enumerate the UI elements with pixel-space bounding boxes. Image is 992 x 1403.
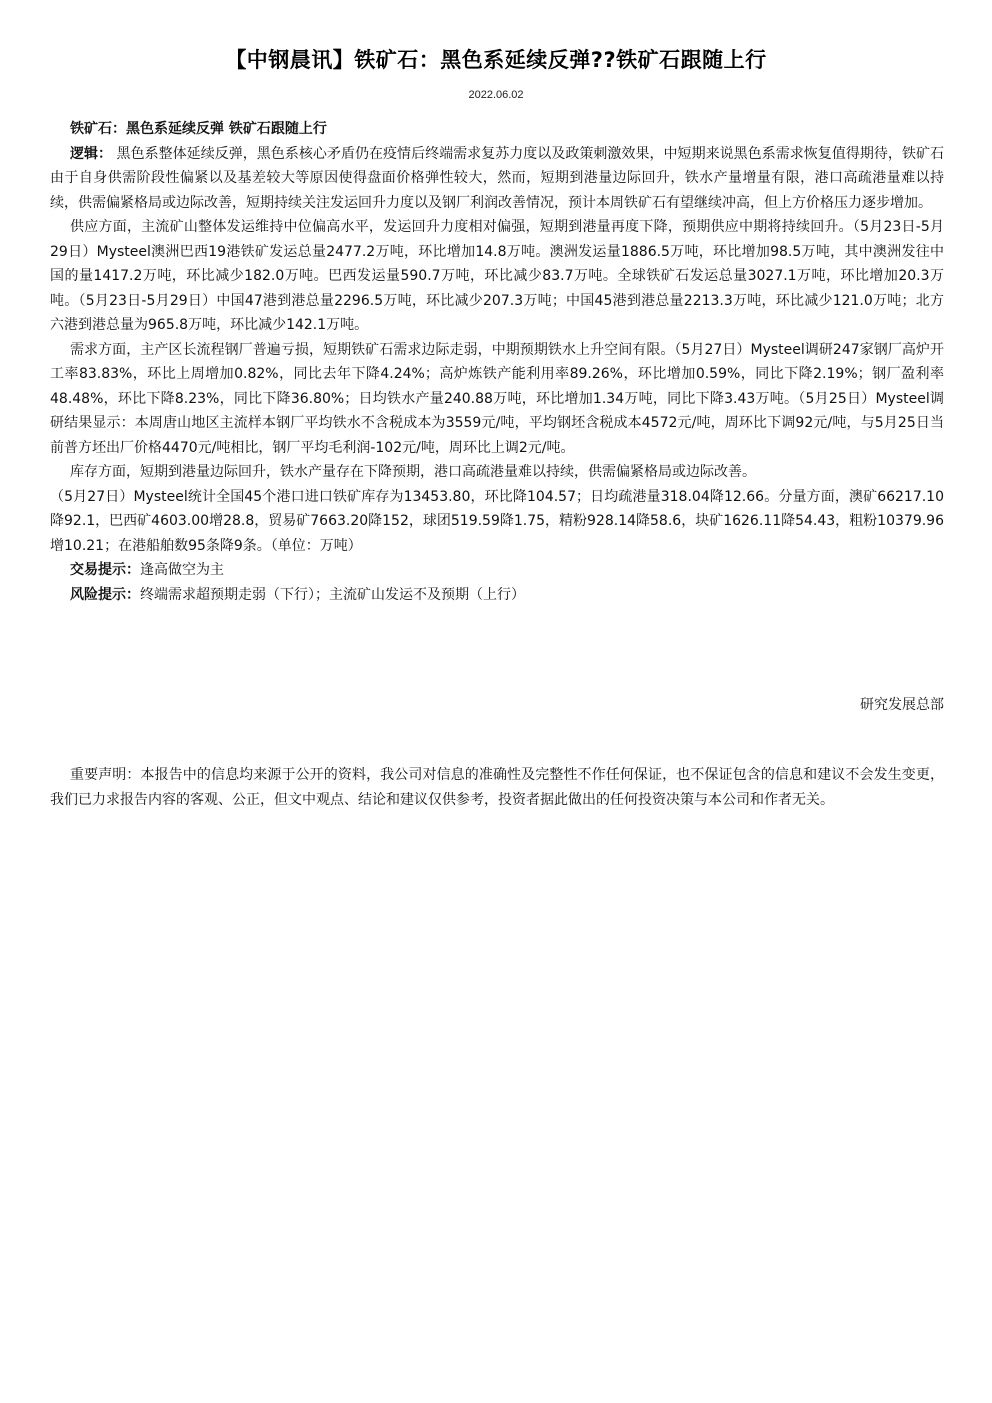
trade-tip bbox=[50, 558, 944, 583]
risk-text: 终端需求超预期走弱（下行）；主流矿山发运不及预期（上行） bbox=[140, 586, 525, 603]
trade-label: 交易提示： bbox=[70, 562, 140, 578]
logic-text: 黑色系整体延续反弹，黑色系核心矛盾仍在疫情后终端需求复苏力度以及政策刺激效果，中短期来说黑色系需求恢复值得期待，铁矿石由于自身供需阶段性偏紧以及基差较大等原因使得盘面价格弹性较大，然而，短期到港量边际回升，铁水产量增量有限，港口高疏港量难以持续，供需偏紧格局或边际改善，短期持续关注发运回升力度以及钢厂利润改善情况，预计本周铁矿石有望继续冲高，但上方价格压力逐步增加。 bbox=[50, 145, 944, 211]
inventory-paragraph: 库存方面，短期到港量边际回升，铁水产量存在下降预期，港口高疏港量难以持续，供需偏紧格局或边际改善。 bbox=[70, 464, 756, 480]
report-subtitle: 铁矿石：黑色系延续反弹 铁矿石跟随上行 bbox=[70, 121, 327, 137]
report-title: 【中钢晨讯】铁矿石：黑色系延续反弹??铁矿石跟随上行 bbox=[225, 48, 767, 72]
trade-text: 逢高做空为主 bbox=[140, 562, 224, 578]
report-body bbox=[50, 117, 944, 607]
inventory-detail-paragraph: （5月27日）Mysteel统计全国45个港口进口铁矿库存为13453.80，环比降104.57；日均疏港量318.04降12.66。分量方面，澳矿66217.10降92.1，巴西矿4603.00增28.8，贸易矿7663.20降152，球团519.59降1.75，精粉928.14降58.6，块矿1626.11降54.43，粗粉10379.96增10.21；在港船舶数95条降9条。（单位：万吨） bbox=[50, 488, 944, 554]
risk-label: 风险提示： bbox=[70, 586, 140, 603]
logic-label: 逻辑： bbox=[70, 145, 113, 162]
risk-tip bbox=[50, 583, 944, 608]
logic-paragraph bbox=[50, 142, 944, 216]
department-signature: 研究发展总部 bbox=[860, 697, 944, 713]
disclaimer: 重要声明：本报告中的信息均来源于公开的资料，我公司对信息的准确性及完整性不作任何保证，也不保证包含的信息和建议不会发生变更，我们已力求报告内容的客观、公正，但文中观点、结论和建议仅供参考，投资者据此做出的任何投资决策与本公司和作者无关。 bbox=[50, 767, 944, 808]
report-date: 2022.06.02 bbox=[468, 89, 524, 101]
demand-paragraph: 需求方面，主产区长流程钢厂普遍亏损，短期铁矿石需求边际走弱，中期预期铁水上升空间有限。（5月27日）Mysteel调研247家钢厂高炉开工率83.83%，环比上周增加0.82%，同比去年下降4.24%；高炉炼铁产能利用率89.26%，环比增加0.59%，同比下降2.19%；钢厂盈利率48.48%，环比下降8.23%，同比下降36.80%；日均铁水产量240.88万吨，环比增加1.34万吨，同比下降3.43万吨。（5月25日）Mysteel调研结果显示：本周唐山地区主流样本钢厂平均铁水不含税成本为3559元/吨，平均钢坯含税成本4572元/吨，周环比下调92元/吨，与5月25日当前普方坯出厂价格4470元/吨相比，钢厂平均毛利润-102元/吨，周环比上调2元/吨。 bbox=[50, 341, 944, 456]
supply-paragraph: 供应方面，主流矿山整体发运维持中位偏高水平，发运回升力度相对偏强，短期到港量再度下降，预期供应中期将持续回升。（5月23日-5月29日）Mysteel澳洲巴西19港铁矿发运总量2477.2万吨，环比增加14.8万吨。澳洲发运量1886.5万吨，环比增加98.5万吨，其中澳洲发往中国的量1417.2万吨，环比减少182.0万吨。巴西发运量590.7万吨，环比减少83.7万吨。全球铁矿石发运总量3027.1万吨，环比增加20.3万吨。（5月23日-5月29日）中国47港到港总量2296.5万吨，环比减少207.3万吨；中国45港到港总量2213.3万吨，环比减少121.0万吨；北方六港到港总量为965.8万吨，环比减少142.1万吨。 bbox=[50, 219, 944, 333]
